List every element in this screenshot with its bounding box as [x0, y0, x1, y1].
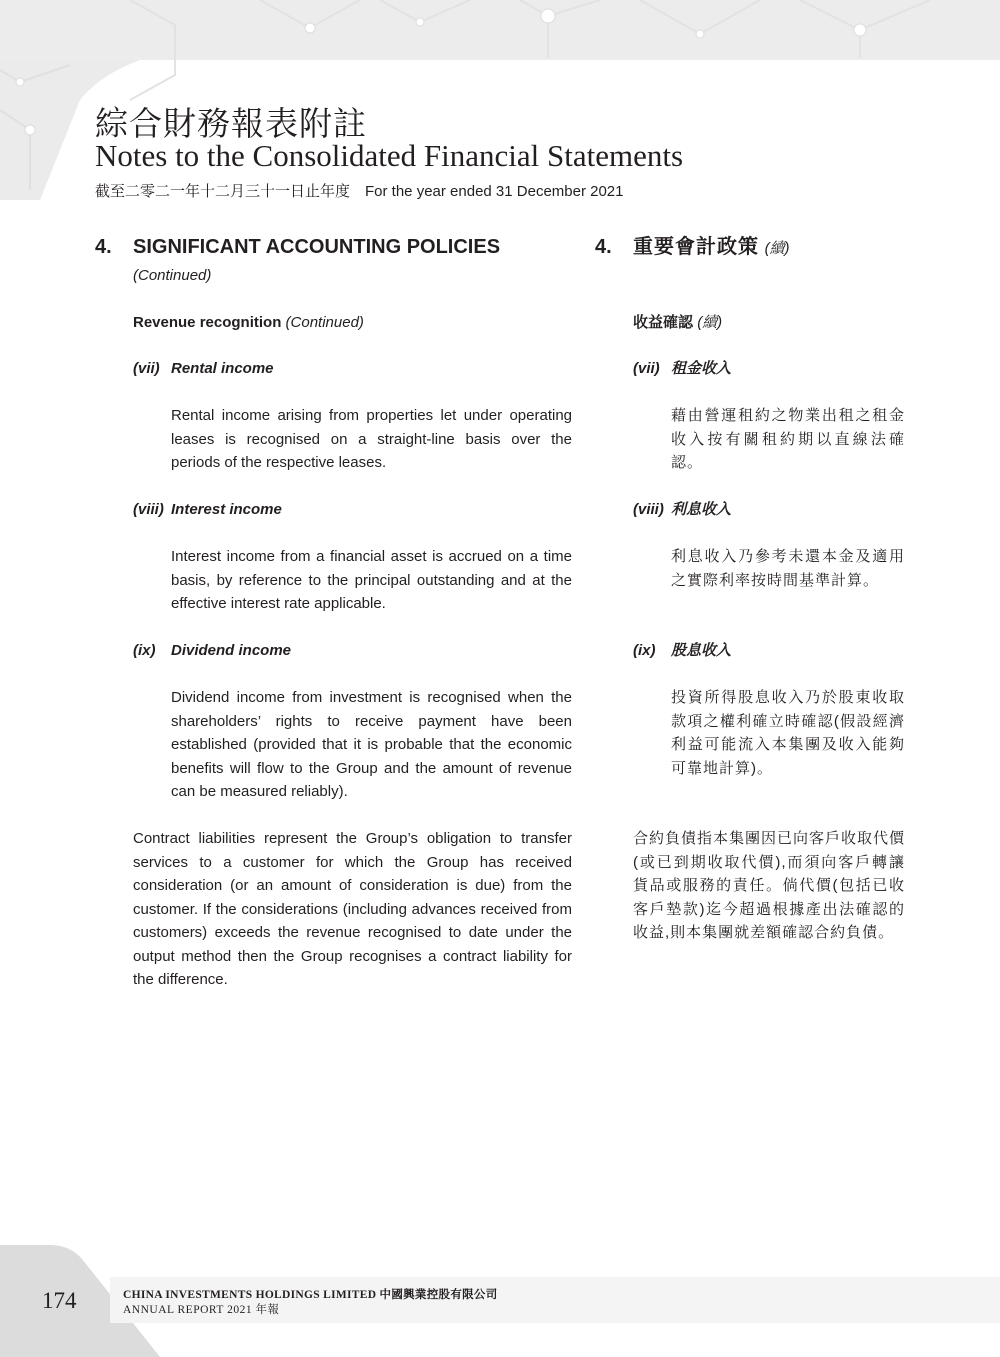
page-title-chinese: 綜合財務報表附註	[95, 104, 367, 143]
item-title: Interest income	[171, 501, 282, 518]
english-column	[95, 236, 572, 988]
section-number: 4.	[595, 236, 612, 258]
item-number: (viii)	[633, 501, 664, 518]
item-title: 利息收入	[671, 501, 732, 518]
company-name: CHINA INVESTMENTS HOLDINGS LIMITED 中國興業控股有限公司	[123, 1289, 498, 1301]
section-number: 4.	[95, 236, 112, 258]
reporting-period: 截至二零二一年十二月三十一日止年度 For the year ended 31 December 2021	[95, 183, 624, 200]
item-text-dividend: 投資所得股息收入乃於股東收取款項之權利確立時確認(假設經濟利益可能流入本集團及收入能夠可靠地計算)。	[671, 689, 905, 777]
item-text-interest: 利息收入乃參考未還本金及適用之實際利率按時間基準計算。	[671, 548, 905, 589]
item-number: (viii)	[133, 501, 164, 518]
section-title: SIGNIFICANT ACCOUNTING POLICIES	[133, 236, 501, 258]
item-heading-rental	[133, 357, 274, 381]
continued-label: (續)	[764, 240, 790, 257]
continued-label: (Continued)	[133, 267, 212, 284]
contract-liabilities-paragraph: Contract liabilities represent the Group’s obligation to transfer services to a customer for which the Group has received consideration (or an amount of consideration is due) from the customer. If the considerations (including advances received from customers) exceeds the revenue recognised to date under the output method then the Group recognises a contract liability for the difference.	[133, 830, 572, 988]
subsection-heading	[633, 311, 722, 335]
page-title-english: Notes to the Consolidated Financial Statements	[95, 138, 684, 173]
item-text-rental: Rental income arising from properties let under operating leases is recognised on a straight-line basis over the periods of the respective leases.	[171, 407, 572, 471]
item-title: Rental income	[171, 360, 274, 377]
report-name: ANNUAL REPORT 2021 年報	[123, 1304, 280, 1316]
item-title: Dividend income	[171, 642, 292, 659]
item-number: (vii)	[633, 360, 660, 377]
item-title: 股息收入	[671, 642, 732, 659]
item-heading-dividend	[633, 639, 731, 663]
subsection-heading	[133, 311, 364, 335]
subsection-title: Revenue recognition	[133, 314, 282, 331]
item-number: (ix)	[133, 642, 156, 659]
item-title: 租金收入	[671, 360, 732, 377]
subsection-continued: (續)	[697, 314, 723, 331]
item-heading-interest	[633, 498, 731, 522]
section-heading	[595, 236, 905, 262]
chinese-column	[595, 236, 906, 941]
subsection-continued: (Continued)	[285, 314, 364, 331]
item-heading-dividend	[133, 639, 291, 663]
item-text-rental: 藉由營運租約之物業出租之租金收入按有關租約期以直線法確認。	[671, 407, 905, 471]
page-number: 174	[42, 1288, 77, 1313]
section-title-chinese	[633, 236, 790, 261]
section-heading	[95, 236, 572, 284]
item-text-dividend: Dividend income from investment is recognised when the shareholders’ rights to receive payment have been established (provided that it is probable that the economic benefits will flow to the Group and the amount of revenue can be measured reliably).	[171, 689, 572, 800]
contract-liabilities-paragraph: 合約負債指本集團因已向客戶收取代價(或已到期收取代價),而須向客戶轉讓貨品或服務的責任。倘代價(包括已收客戶墊款)迄今超過根據產出法確認的收益,則本集團就差額確認合約負債。	[633, 830, 906, 941]
item-number: (vii)	[133, 360, 160, 377]
item-heading-interest	[133, 498, 282, 522]
item-heading-rental	[633, 357, 731, 381]
item-text-interest: Interest income from a financial asset is accrued on a time basis, by reference to the principal outstanding and at the effective interest rate applicable.	[171, 548, 572, 612]
section-title: 重要會計政策	[633, 236, 759, 258]
item-number: (ix)	[633, 642, 656, 659]
subsection-title: 收益確認	[633, 314, 694, 331]
